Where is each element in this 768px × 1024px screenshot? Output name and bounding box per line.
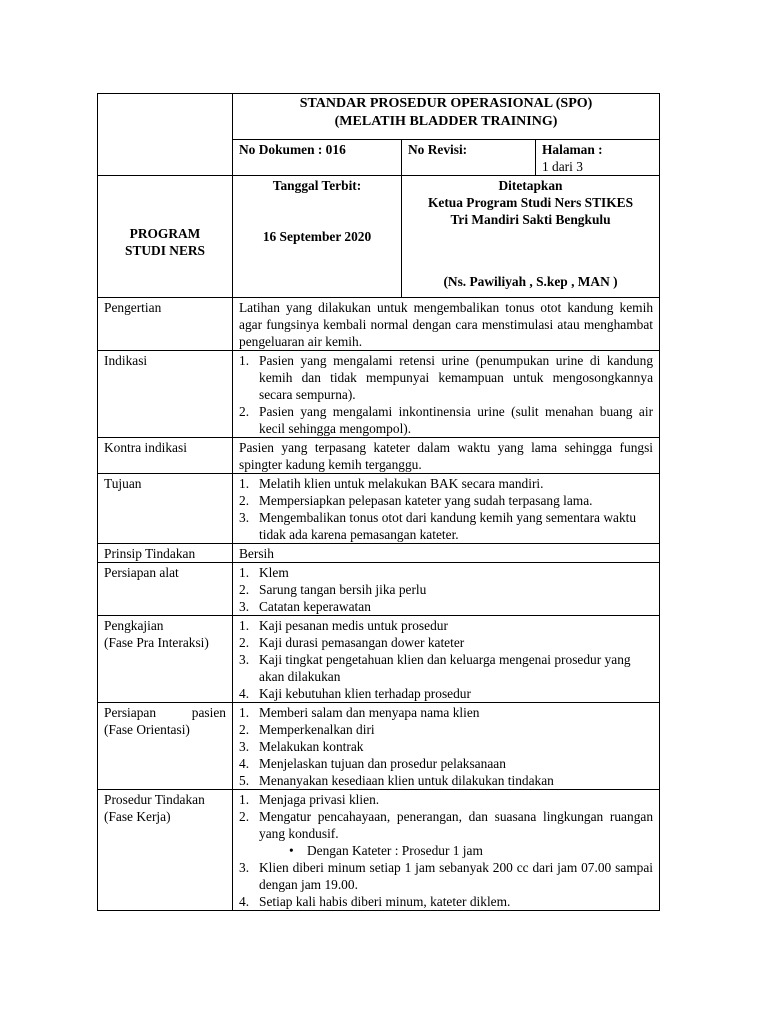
kontra-indikasi-text: Pasien yang terpasang kateter dalam waktu yang lama sehingga fungsi spingter kadung kemih terganggu. [233, 438, 660, 474]
ketua-line-1: Ketua Program Studi Ners STIKES [427, 195, 634, 210]
persiapan-alat-label: Persiapan alat [98, 563, 233, 616]
program-line-2: STUDI NERS [125, 242, 205, 258]
pengertian-text: Latihan yang dilakukan untuk mengembalikan tonus otot kandung kemih agar fungsinya kembali normal dengan cara menstimulasi atau menghambat pengeluaran air kemih. [233, 298, 660, 351]
list-item: Memberi salam dan menyapa nama klien [259, 705, 480, 720]
program-name [98, 176, 233, 298]
list-item: Kaji tingkat pengetahuan klien dan keluarga mengenai prosedur yang akan dilakukan [259, 652, 631, 684]
ditetapkan-label: Ditetapkan [498, 178, 563, 193]
sub-bullet-list [259, 842, 653, 859]
list-item: Kaji durasi pemasangan dower kateter [259, 635, 465, 650]
list-item: Klien diberi minum setiap 1 jam sebanyak 200 cc dari jam 07.00 sampai dengan jam 19.00. [259, 860, 654, 892]
persiapan-pasien-label [98, 703, 233, 790]
ditetapkan-cell [402, 176, 660, 298]
pengkajian-label [98, 616, 233, 703]
list-item: Catatan keperawatan [259, 599, 371, 614]
pengkajian-label-line-1: Pengkajian [104, 618, 164, 633]
list-item: Sarung tangan bersih jika perlu [259, 582, 427, 597]
ketua-line-2: Tri Mandiri Sakti Bengkulu [450, 212, 611, 227]
document-title [233, 94, 660, 140]
list-item-text: Mengatur pencahayaan, penerangan, dan suasana lingkungan ruangan yang kondusif. [259, 809, 654, 841]
list-item: Menjaga privasi klien. [259, 792, 380, 807]
tujuan-content [233, 474, 660, 544]
halaman-value: 1 dari 3 [542, 159, 583, 174]
tanggal-terbit-cell [233, 176, 402, 298]
persiapan-pasien-label-line-2: (Fase Orientasi) [104, 722, 190, 737]
sub-bullet-item: • Dengan Kateter : Prosedur 1 jam [307, 842, 653, 859]
list-item: Setiap kali habis diberi minum, kateter diklem. [259, 894, 511, 909]
list-item: Melakukan kontrak [259, 739, 364, 754]
list-item: Menanyakan kesediaan klien untuk dilakukan tindakan [259, 773, 554, 788]
no-revisi: No Revisi: [402, 140, 536, 176]
title-line-2: (MELATIH BLADDER TRAINING) [334, 114, 558, 129]
program-line-1: PROGRAM [129, 225, 201, 241]
indikasi-list [239, 352, 653, 437]
persiapan-pasien-list [239, 704, 653, 789]
list-item: Mengembalikan tonus otot dari kandung kemih yang sementara waktu tidak ada karena pemasangan kateter. [259, 510, 637, 542]
tujuan-list [239, 475, 653, 543]
indikasi-content [233, 351, 660, 438]
prosedur-label-line-2: (Fase Kerja) [104, 809, 171, 824]
list-item: Menjelaskan tujuan dan prosedur pelaksanaan [259, 756, 506, 771]
kontra-indikasi-label: Kontra indikasi [98, 438, 233, 474]
prinsip-tindakan-label: Prinsip Tindakan [98, 544, 233, 563]
list-item: Kaji kebutuhan klien terhadap prosedur [259, 686, 471, 701]
list-item: Mempersiapkan pelepasan kateter yang sudah terpasang lama. [259, 493, 593, 508]
signer-name: (Ns. Pawiliyah , S.kep , MAN ) [443, 274, 618, 289]
spo-document-table [97, 93, 660, 911]
list-item [259, 808, 653, 859]
title-line-1: STANDAR PROSEDUR OPERASIONAL (SPO) [299, 96, 593, 111]
persiapan-pasien-label-line-1 [104, 704, 226, 721]
tanggal-label: Tanggal Terbit: [272, 178, 362, 193]
indikasi-label: Indikasi [98, 351, 233, 438]
pengertian-label: Pengertian [98, 298, 233, 351]
tanggal-value: 16 September 2020 [262, 229, 372, 244]
halaman-label: Halaman : [542, 142, 603, 157]
prosedur-tindakan-label [98, 790, 233, 911]
prosedur-tindakan-content [233, 790, 660, 911]
list-item: Memperkenalkan diri [259, 722, 375, 737]
persiapan-alat-content [233, 563, 660, 616]
list-item: Kaji pesanan medis untuk prosedur [259, 618, 448, 633]
halaman-cell [536, 140, 660, 176]
no-dokumen: No Dokumen : 016 [233, 140, 402, 176]
persiapan-alat-list [239, 564, 653, 615]
pengkajian-content [233, 616, 660, 703]
pengkajian-label-line-2: (Fase Pra Interaksi) [104, 635, 209, 650]
pasien-word: pasien [191, 705, 226, 720]
prosedur-list [239, 791, 653, 910]
list-item: Pasien yang mengalami retensi urine (penumpukan urine di kandung kemih dan tidak mempunyai kemampuan untuk mengosongkannya secara sempurna). [259, 353, 654, 402]
persiapan-pasien-content [233, 703, 660, 790]
prinsip-tindakan-text: Bersih [233, 544, 660, 563]
logo-cell [98, 94, 233, 176]
pengkajian-list [239, 617, 653, 702]
persiapan-word: Persiapan [104, 705, 157, 720]
tujuan-label: Tujuan [98, 474, 233, 544]
list-item: Melatih klien untuk melakukan BAK secara mandiri. [259, 476, 544, 491]
list-item: Klem [259, 565, 289, 580]
list-item: Pasien yang mengalami inkontinensia urine (sulit menahan buang air kecil sehingga mengompol). [259, 404, 654, 436]
prosedur-label-line-1: Prosedur Tindakan [104, 792, 205, 807]
